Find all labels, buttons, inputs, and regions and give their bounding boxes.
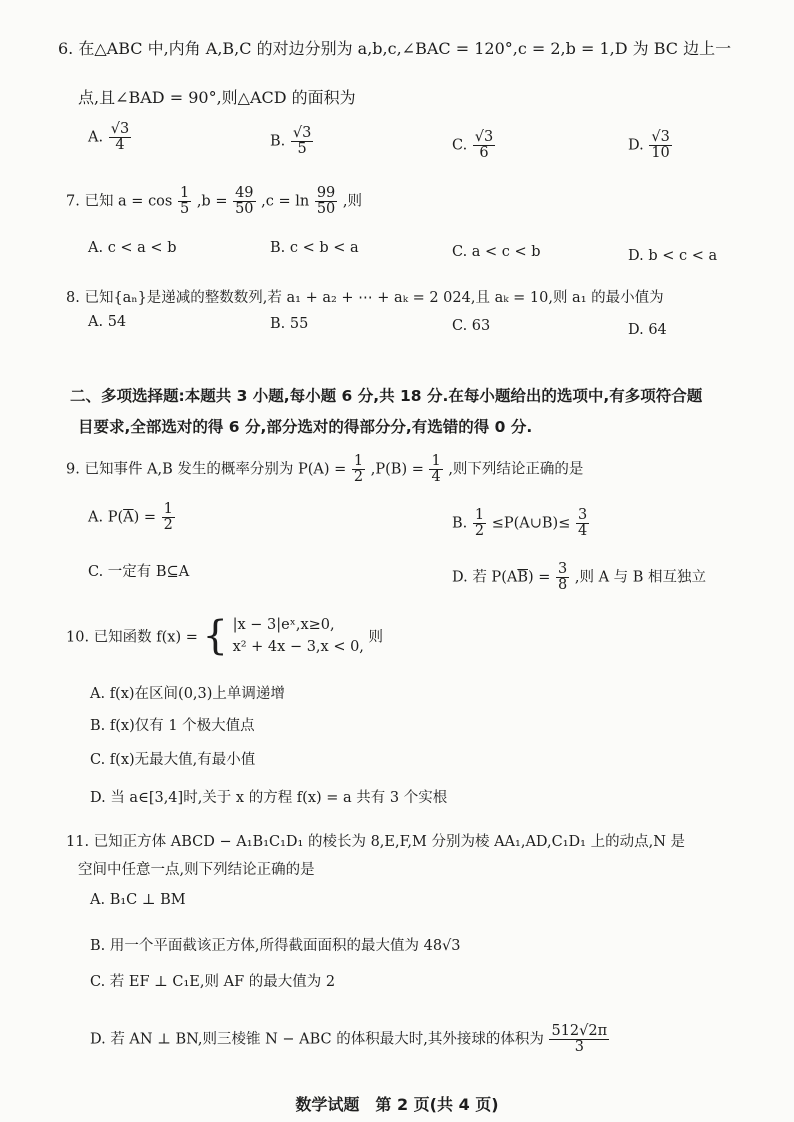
q6-option-a	[88, 122, 132, 153]
q10-option-b: B. f(x)仅有 1 个极大值点	[90, 718, 255, 734]
q7-suffix: ,则	[342, 193, 362, 210]
q9-suffix: ,则下列结论正确的是	[448, 461, 584, 478]
q7-option-c: C. a < c < b	[452, 244, 541, 260]
q7-frac2-den: 50	[235, 201, 254, 218]
q9-option-d-post: ,则 A 与 B 相互独立	[574, 569, 707, 586]
q10-option-a: A. f(x)在区间(0,3)上单调递增	[90, 686, 285, 702]
q9-option-a	[88, 502, 176, 533]
q9-option-d-den: 8	[558, 577, 568, 594]
q9-option-b-d1: 2	[474, 523, 485, 540]
q9-option-b-n1: 1	[474, 507, 485, 523]
q10-option-d: D. 当 a∈[3,4]时,关于 x 的方程 f(x) = a 共有 3 个实根	[90, 790, 448, 806]
q9-pb-den: 4	[431, 469, 441, 486]
q11-option-d-num: 512√2π	[551, 1023, 608, 1039]
q6-option-b-num: √3	[292, 125, 312, 141]
q9-option-d-bar: $\overline{B}$	[517, 569, 528, 586]
q9-option-d-mid: ) =	[527, 569, 551, 586]
q9-option-d-num: 3	[558, 561, 568, 577]
q9-prefix: 9. 已知事件 A,B 发生的概率分别为 P(A) =	[66, 461, 347, 478]
q7-frac1-den: 5	[179, 201, 190, 218]
section2-header-line1: 二、多项选择题:本题共 3 小题,每小题 6 分,共 18 分.在每小题给出的选项中,有多项符合题	[70, 387, 703, 405]
q6-option-d-num: √3	[651, 129, 670, 145]
q10-brace: {	[202, 613, 228, 659]
q11-option-a: A. B₁C ⊥ BM	[90, 892, 186, 908]
q8-option-b: B. 55	[270, 316, 309, 332]
q9-option-d-pre: D. 若 P(A	[452, 569, 518, 586]
q7-option-b: B. c < b < a	[270, 240, 359, 256]
q6-option-c-num: √3	[474, 129, 494, 145]
q6-option-b-letter: B.	[270, 133, 286, 150]
q6-option-a-den: 4	[115, 137, 125, 154]
q7-frac3-num: 99	[316, 185, 336, 201]
q11-stem-line1: 11. 已知正方体 ABCD − A₁B₁C₁D₁ 的棱长为 8,E,F,M 分别为棱 AA₁,AD,C₁D₁ 上的动点,N 是	[66, 834, 685, 850]
q11-stem-line2: 空间中任意一点,则下列结论正确的是	[78, 862, 315, 878]
q8-stem: 8. 已知{aₙ}是递减的整数数列,若 a₁ + a₂ + ⋯ + aₖ = 2 024,且 aₖ = 10,则 a₁ 的最小值为	[66, 290, 664, 306]
q9-option-b	[452, 508, 590, 539]
q9-pb-num: 1	[431, 453, 441, 469]
q7-stem	[66, 186, 362, 217]
q7-frac1-num: 1	[179, 185, 190, 201]
q9-option-b-mid: ≤P(A∪B)≤	[491, 515, 571, 532]
q7-mid2: ,c = ln	[261, 193, 310, 210]
q9-option-d	[452, 562, 706, 593]
q9-option-a-bar: $\overline{A}$	[123, 509, 134, 526]
q8-option-a: A. 54	[88, 314, 127, 330]
q9-option-a-num: 1	[163, 501, 173, 517]
q10-stem	[66, 614, 383, 658]
q6-option-d-letter: D.	[628, 137, 644, 154]
q6-option-b-den: 5	[297, 141, 307, 158]
q10-case1: |x − 3|eˣ,x≥0,	[232, 617, 335, 633]
q6-stem-line1: 6. 在△ABC 中,内角 A,B,C 的对边分别为 a,b,c,∠BAC = 120°,c = 2,b = 1,D 为 BC 边上一	[58, 39, 732, 58]
q11-option-d-den: 3	[574, 1039, 584, 1056]
q11-option-b: B. 用一个平面截该正方体,所得截面面积的最大值为 48√3	[90, 938, 461, 954]
q7-option-d: D. b < c < a	[628, 248, 718, 264]
q7-option-a: A. c < a < b	[88, 240, 177, 256]
q7-frac2-num: 49	[235, 185, 254, 201]
q10-case2: x² + 4x − 3,x < 0,	[232, 639, 364, 655]
q7-mid1: ,b =	[196, 193, 228, 210]
section2-header-line2: 目要求,全部选对的得 6 分,部分选对的得部分分,有选错的得 0 分.	[78, 418, 533, 436]
page-footer: 数学试题 第 2 页(共 4 页)	[295, 1095, 499, 1114]
q10-option-c: C. f(x)无最大值,有最小值	[90, 752, 256, 768]
q6-option-a-letter: A.	[88, 129, 104, 146]
q6-option-a-num: √3	[110, 121, 130, 137]
q9-option-a-pre: A. P(	[88, 509, 124, 526]
q9-option-a-den: 2	[163, 517, 173, 534]
q9-option-b-pre: B.	[452, 515, 468, 532]
q9-option-b-d2: 4	[577, 523, 588, 540]
q6-option-b	[270, 126, 314, 157]
q9-pa-num: 1	[353, 453, 364, 469]
q11-option-c: C. 若 EF ⊥ C₁E,则 AF 的最大值为 2	[90, 974, 336, 990]
q8-option-c: C. 63	[452, 318, 491, 334]
q7-prefix: 7. 已知 a = cos	[66, 193, 173, 210]
q6-option-c	[452, 130, 496, 161]
q9-pa-den: 2	[353, 469, 364, 486]
q11-option-d-pre: D. 若 AN ⊥ BN,则三棱锥 N − ABC 的体积最大时,其外接球的体积为	[90, 1031, 544, 1048]
q9-option-b-n2: 3	[577, 507, 588, 523]
q10-suffix: 则	[368, 629, 384, 646]
q6-option-c-den: 6	[479, 145, 489, 162]
q6-option-c-letter: C.	[452, 137, 468, 154]
q9-option-a-post: ) =	[133, 509, 157, 526]
q6-option-d	[628, 130, 673, 161]
q6-stem-line2: 点,且∠BAD = 90°,则△ACD 的面积为	[78, 88, 356, 107]
q11-option-d	[90, 1024, 610, 1055]
q7-frac3-den: 50	[316, 201, 336, 218]
q8-option-d: D. 64	[628, 322, 667, 338]
q10-prefix: 10. 已知函数 f(x) =	[66, 629, 198, 646]
q9-mid: ,P(B) =	[370, 461, 424, 478]
q6-option-d-den: 10	[651, 145, 670, 162]
q10-cases	[233, 614, 364, 658]
q9-option-c: C. 一定有 B⊆A	[88, 564, 190, 580]
q9-stem	[66, 454, 583, 485]
